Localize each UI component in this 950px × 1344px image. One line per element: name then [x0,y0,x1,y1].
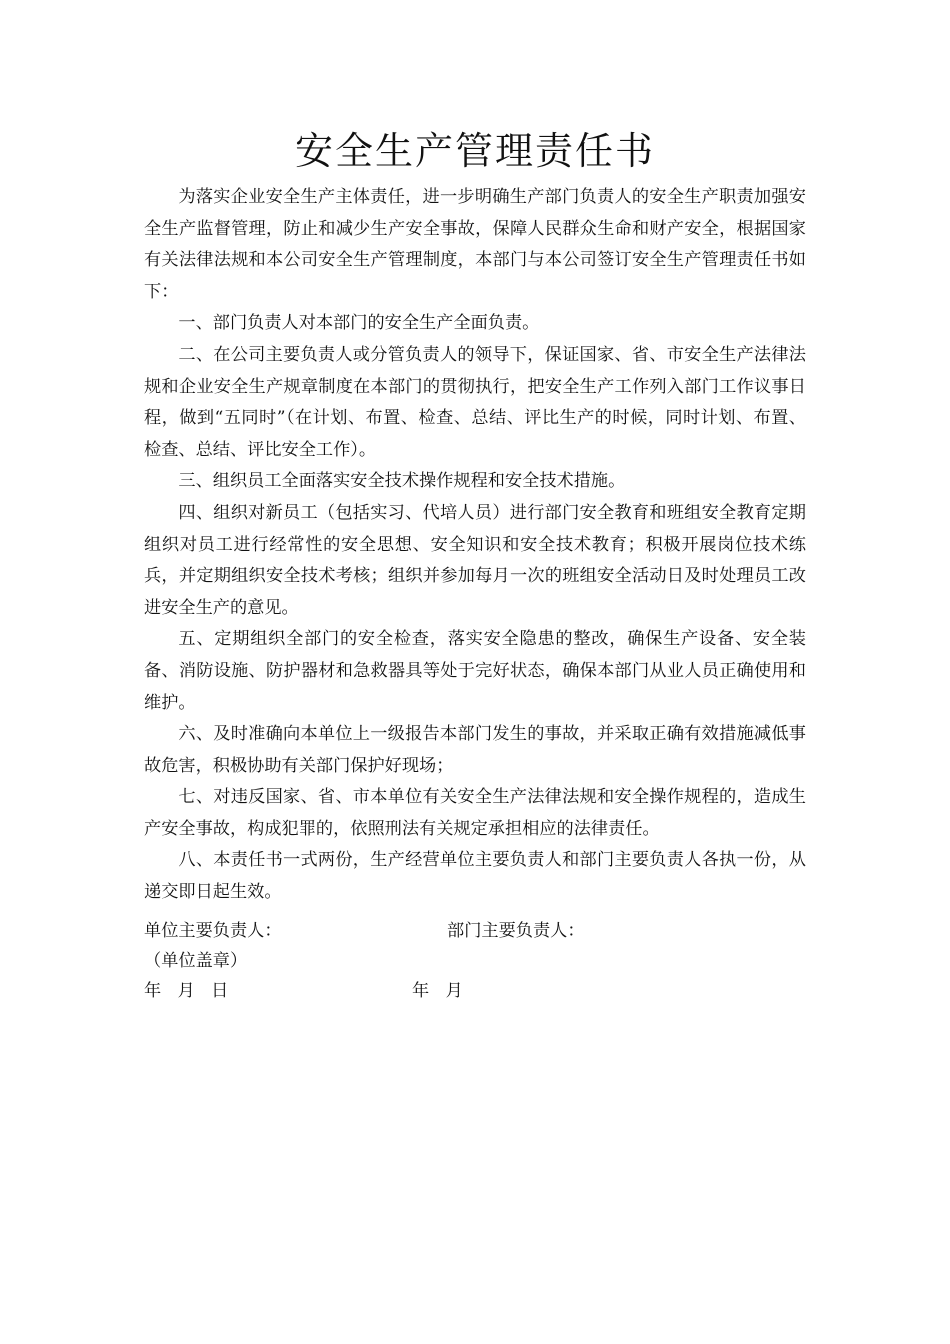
document-title: 安全生产管理责任书 [294,129,655,173]
paragraph-clause-5: 五、定期组织全部门的安全检查，落实安全隐患的整改，确保生产设备、安全装备、消防设施、防护器材和急救器具等处于完好状态，确保本部门从业人员正确使用和维护。 [144,629,806,713]
department-head-signature-label: 部门主要负责人： [447,921,585,941]
paragraph-clause-3: 三、组织员工全面落实安全技术操作规程和安全技术措施。 [178,471,626,492]
department-date-line: 年 月 [412,981,463,1001]
unit-seal-label: （单位盖章） [144,951,248,971]
paragraph-clause-8: 八、本责任书一式两份，生产经营单位主要负责人和部门主要负责人各执一份，从递交即日起生效。 [144,850,806,903]
paragraph-clause-1: 一、部门负责人对本部门的安全生产全面负责。 [178,313,540,334]
paragraph-clause-2: 二、在公司主要负责人或分管负责人的领导下，保证国家、省、市安全生产法律法规和企业安全生产规章制度在本部门的贯彻执行，把安全生产工作列入部门工作议事日程，做到“五同时”（在计划、布置、检查、总结、评比生产的时候，同时计划、布置、检查、总结、评比安全工作）。 [144,344,806,460]
paragraph-clause-4: 四、组织对新员工（包括实习、代培人员）进行部门安全教育和班组安全教育定期组织对员工进行经常性的安全思想、安全知识和安全技术教育；积极开展岗位技术练兵，并定期组织安全技术考核；组织并参加每月一次的班组安全活动日及时处理员工改进安全生产的意见。 [144,502,806,618]
paragraph-clause-6: 六、及时准确向本单位上一级报告本部门发生的事故，并采取正确有效措施减低事故危害，积极协助有关部门保护好现场； [144,724,806,776]
paragraph-intro: 为落实企业安全生产主体责任，进一步明确生产部门负责人的安全生产职责加强安全生产监督管理，防止和减少生产安全事故，保障人民群众生命和财产安全，根据国家有关法律法规和本公司安全生产管理制度，本部门与本公司签订安全生产管理责任书如下： [144,187,806,302]
document-body [144,182,806,909]
paragraph-clause-7: 七、对违反国家、省、市本单位有关安全生产法律法规和安全操作规程的，造成生产安全事故，构成犯罪的，依照刑法有关规定承担相应的法律责任。 [144,787,806,839]
unit-date-line: 年 月 日 [144,981,229,1001]
unit-head-signature-label: 单位主要负责人： [144,921,282,941]
